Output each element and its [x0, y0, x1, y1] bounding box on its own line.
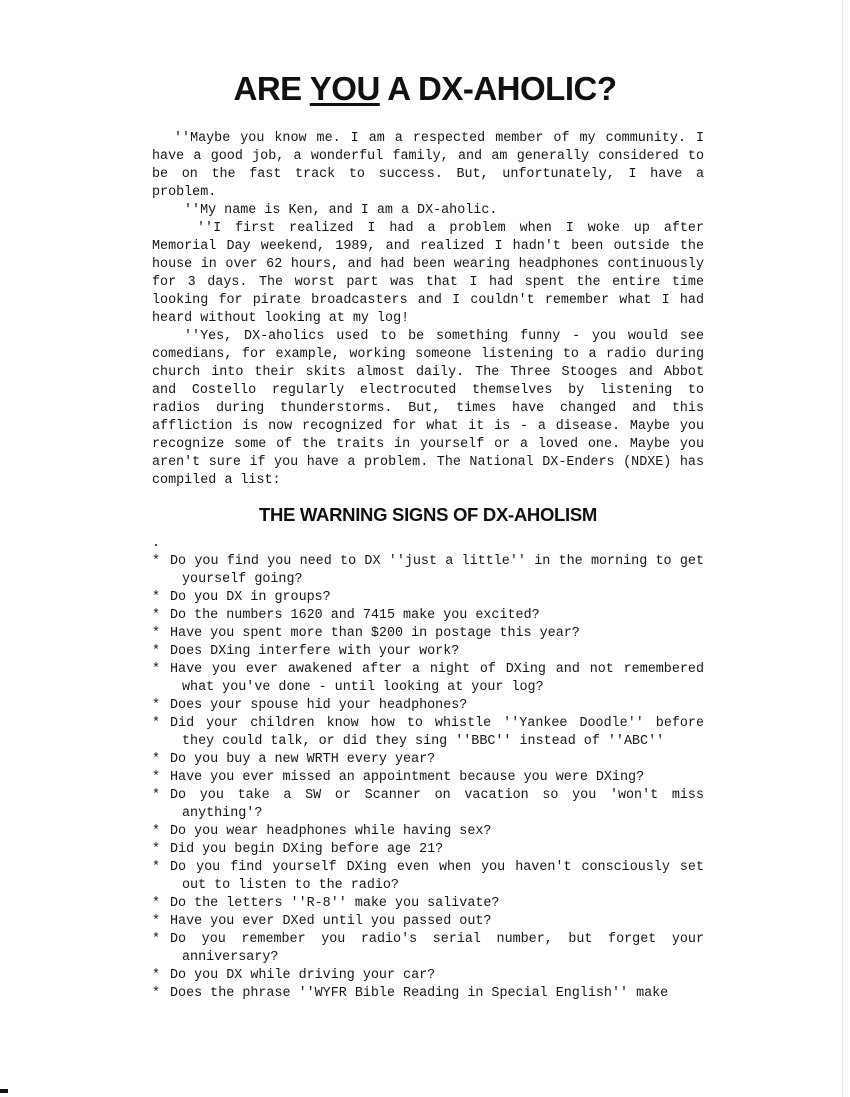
- list-item-text: Does DXing interfere with your work?: [170, 644, 460, 659]
- section-heading: THE WARNING SIGNS OF DX-AHOLISM: [258, 504, 598, 525]
- list-item: [152, 895, 704, 913]
- list-item-text: Do you find you need to DX ''just a little'' in the morning to get yourself going?: [170, 554, 704, 587]
- list-item-text: Do you take a SW or Scanner on vacation so you 'won't miss anything'?: [170, 788, 704, 821]
- bullet-asterisk: *: [152, 626, 161, 641]
- list-item: [152, 715, 704, 751]
- list-item-text: Does your spouse hid your headphones?: [170, 698, 468, 713]
- warning-signs-list: [152, 553, 704, 1003]
- bullet-asterisk: *: [152, 644, 161, 659]
- list-item: [152, 661, 704, 697]
- bullet-asterisk: *: [152, 698, 161, 713]
- title-post: A DX-AHOLIC?: [379, 70, 617, 107]
- list-item: [152, 625, 704, 643]
- bullet-asterisk: *: [152, 716, 161, 731]
- list-item-text: Do the letters ''R-8'' make you salivate?: [170, 896, 500, 911]
- bullet-asterisk: *: [152, 590, 161, 605]
- list-item-text: Do you buy a new WRTH every year?: [170, 752, 436, 767]
- bullet-asterisk: *: [152, 662, 161, 677]
- list-item-text: Have you ever missed an appointment because you were DXing?: [170, 770, 645, 785]
- list-item-text: Do the numbers 1620 and 7415 make you excited?: [170, 608, 540, 623]
- list-item-text: Have you spent more than $200 in postage this year?: [170, 626, 580, 641]
- bullet-asterisk: *: [152, 842, 161, 857]
- list-item: [152, 859, 704, 895]
- bullet-asterisk: *: [152, 608, 161, 623]
- scan-edge-mark: [0, 1089, 8, 1093]
- list-item: [152, 697, 704, 715]
- bullet-asterisk: *: [152, 932, 161, 947]
- list-item-text: Do you DX while driving your car?: [170, 968, 436, 983]
- bullet-asterisk: *: [152, 968, 161, 983]
- list-item: [152, 913, 704, 931]
- list-item: [152, 553, 704, 589]
- title-underlined-word: YOU: [309, 70, 380, 107]
- bullet-asterisk: *: [152, 860, 161, 875]
- title-pre: ARE: [233, 70, 310, 107]
- list-item: [152, 787, 704, 823]
- bullet-asterisk: *: [152, 914, 161, 929]
- list-item-text: Have you ever awakened after a night of DXing and not remembered what you've done - until looking at your log?: [170, 662, 704, 695]
- page-title: [0, 70, 850, 108]
- bullet-asterisk: *: [152, 986, 161, 1001]
- list-item: [152, 589, 704, 607]
- document-body: [152, 130, 704, 1003]
- paragraph-realized: ''I first realized I had a problem when I woke up after Memorial Day weekend, 1989, and realized I hadn't been outside the house in over 62 hours, and had been wearing headphones continuously for 3 days. The worst part was that I had spent the entire time looking for pirate broadcasters and I couldn't remember what I had heard without looking at my log!: [152, 221, 704, 326]
- list-item-text: Do you DX in groups?: [170, 590, 331, 605]
- bullet-asterisk: *: [152, 824, 161, 839]
- paragraph-name: ''My name is Ken, and I am a DX-aholic.: [184, 203, 498, 218]
- list-item: [152, 967, 704, 985]
- list-item-text: Have you ever DXed until you passed out?: [170, 914, 492, 929]
- list-item: [152, 751, 704, 769]
- list-item-text: Did you begin DXing before age 21?: [170, 842, 444, 857]
- bullet-asterisk: *: [152, 752, 161, 767]
- scan-right-edge: [842, 0, 843, 1097]
- list-item-text: Do you wear headphones while having sex?: [170, 824, 492, 839]
- list-item: [152, 823, 704, 841]
- list-item: [152, 607, 704, 625]
- bullet-asterisk: *: [152, 554, 161, 569]
- bullet-asterisk: *: [152, 896, 161, 911]
- list-item-text: Did your children know how to whistle ''Yankee Doodle'' before they could talk, or did they sing ''BBC'' instead of ''ABC'': [170, 716, 704, 749]
- list-item: [152, 769, 704, 787]
- paragraph-history: ''Yes, DX-aholics used to be something funny - you would see comedians, for example, working someone listening to a radio during church into their skits almost daily. The Three Stooges and Abbot and Costello regularly electrocuted themselves by listening to radios during thunderstorms. But, times have changed and this affliction is now recognized for what it is - a disease. Maybe you recognize some of the traits in yourself or a loved one. Maybe you aren't sure if you have a problem. The National DX-Enders (NDXE) has compiled a list:: [152, 329, 704, 488]
- bullet-asterisk: *: [152, 770, 161, 785]
- bullet-asterisk: *: [152, 788, 161, 803]
- list-item: [152, 841, 704, 859]
- paragraph-intro: ''Maybe you know me. I am a respected member of my community. I have a good job, a wonderful family, and am generally considered to be on the fast track to success. But, unfortunately, I have a problem.: [152, 131, 704, 200]
- list-item-text: Do you find yourself DXing even when you haven't consciously set out to listen to the radio?: [170, 860, 704, 893]
- list-item: [152, 931, 704, 967]
- list-item: [152, 985, 704, 1003]
- list-item: [152, 643, 704, 661]
- stray-mark: .: [152, 536, 161, 551]
- list-item-text: Do you remember you radio's serial number, but forget your anniversary?: [170, 932, 704, 965]
- list-item-text: Does the phrase ''WYFR Bible Reading in Special English'' make: [170, 986, 669, 1001]
